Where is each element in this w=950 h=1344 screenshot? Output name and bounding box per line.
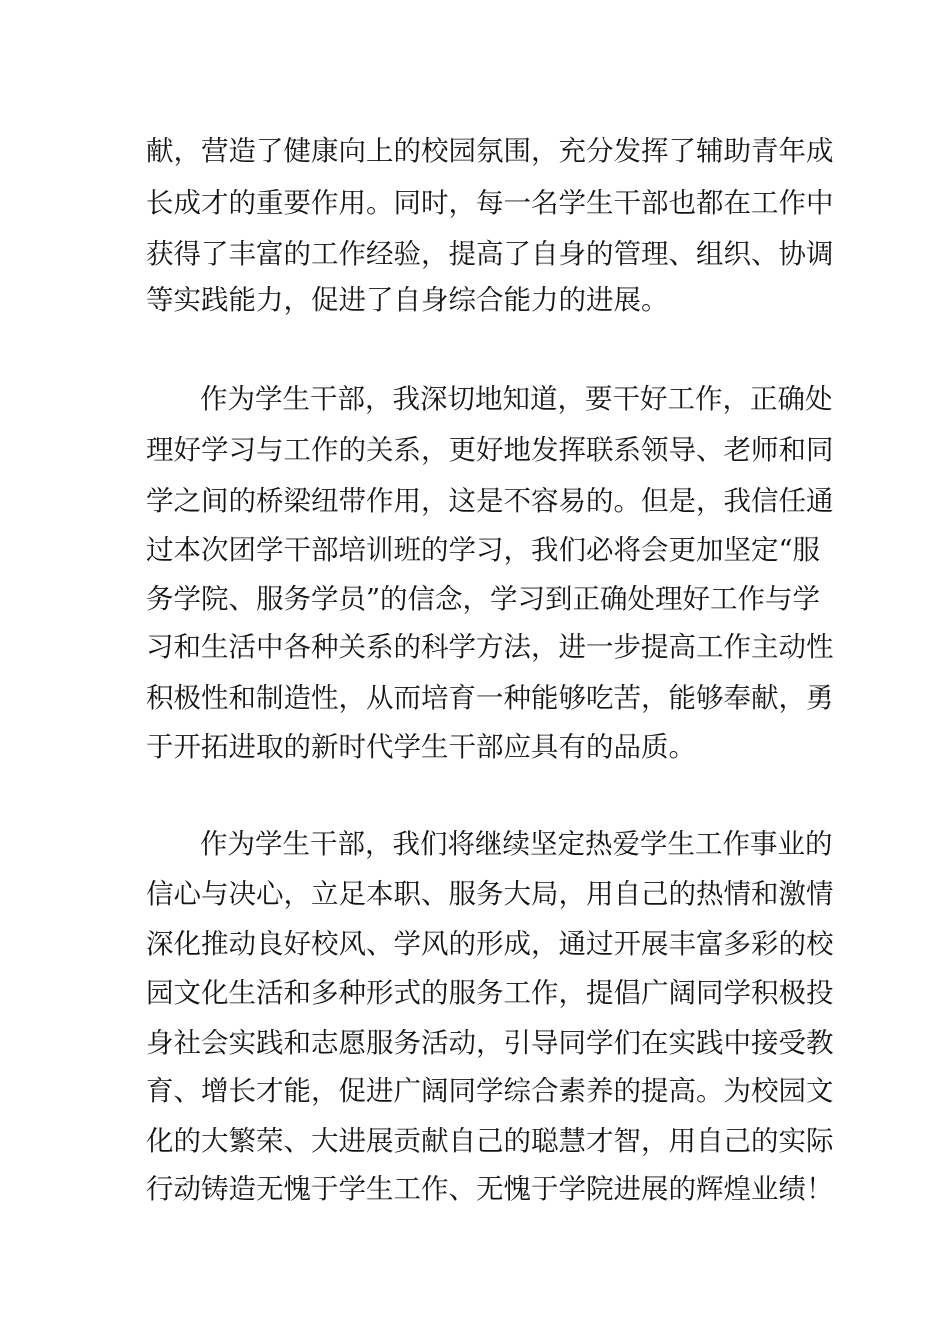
paragraph-3-line-4: 园文化生活和多种形式的服务工作，提倡广阔同学积极投: [146, 977, 834, 1009]
paragraph-2-line-2: 理好学习与工作的关系，更好地发挥联系领导、老师和同: [146, 434, 834, 466]
paragraph-3-line-1: 作为学生干部，我们将继续坚定热爱学生工作事业的: [200, 828, 833, 860]
paragraph-2-line-4: 过本次团学干部培训班的学习，我们必将会更加坚定“服: [146, 534, 821, 566]
paragraph-1-line-4: 等实践能力，促进了自身综合能力的进展。: [146, 284, 669, 316]
paragraph-2-line-5: 务学院、服务学员”的信念，学习到正确处理好工作与学: [146, 583, 821, 615]
paragraph-1-line-3: 获得了丰富的工作经验，提高了自身的管理、组织、协调: [146, 238, 834, 270]
paragraph-2-line-1: 作为学生干部，我深切地知道，要干好工作，正确处: [200, 383, 833, 415]
paragraph-1-line-2: 长成才的重要作用。同时，每一名学生干部也都在工作中: [146, 187, 834, 219]
paragraph-1-line-1: 献，营造了健康向上的校园氛围，充分发挥了辅助青年成: [146, 135, 834, 167]
paragraph-2-line-3: 学之间的桥梁纽带作用，这是不容易的。但是，我信任通: [146, 485, 834, 517]
paragraph-2-line-8: 于开拓进取的新时代学生干部应具有的品质。: [146, 731, 696, 763]
paragraph-3-line-8: 行动铸造无愧于学生工作、无愧于学院进展的辉煌业绩！: [146, 1173, 834, 1205]
paragraph-3-line-3: 深化推动良好校风、学风的形成，通过开展丰富多彩的校: [146, 928, 834, 960]
paragraph-2-line-7: 积极性和制造性，从而培育一种能够吃苦，能够奉献，勇: [146, 682, 834, 714]
paragraph-3-line-5: 身社会实践和志愿服务活动，引导同学们在实践中接受教: [146, 1027, 834, 1059]
paragraph-3-line-6: 育、增长才能，促进广阔同学综合素养的提高。为校园文: [146, 1075, 834, 1107]
paragraph-3-line-7: 化的大繁荣、大进展贡献自己的聪慧才智，用自己的实际: [146, 1125, 834, 1157]
paragraph-2-line-6: 习和生活中各种关系的科学方法，进一步提高工作主动性: [146, 631, 834, 663]
paragraph-3-line-2: 信心与决心，立足本职、服务大局，用自己的热情和激情: [146, 878, 834, 910]
